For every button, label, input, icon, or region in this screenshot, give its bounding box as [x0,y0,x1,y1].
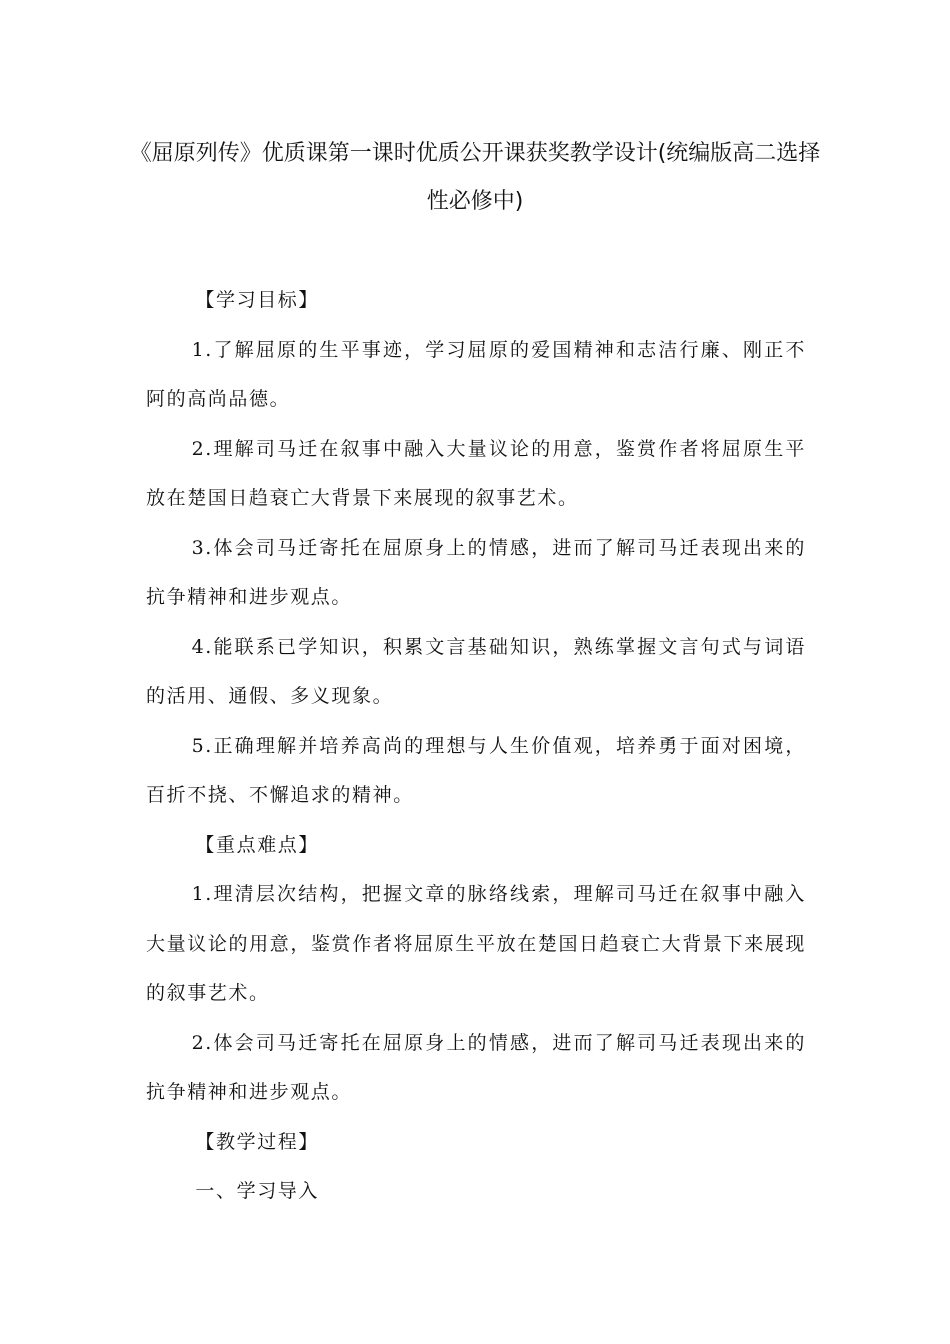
objective-item-5: 5.正确理解并培养高尚的理想与人生价值观，培养勇于面对困境，百折不挠、不懈追求的精神。 [146,734,806,806]
process-item-1: 一、学习导入 [195,1180,319,1202]
objective-item-1: 1.了解屈原的生平事迹，学习屈原的爱国精神和志洁行廉、刚正不阿的高尚品德。 [146,338,806,410]
key-point-item-2: 2.体会司马迁寄托在屈原身上的情感，进而了解司马迁表现出来的抗争精神和进步观点。 [146,1031,806,1103]
document-title: 《屈原列传》优质课第一课时优质公开课获奖教学设计(统编版高二选择性必修中) [129,141,821,214]
objective-item-2: 2.理解司马迁在叙事中融入大量议论的用意，鉴赏作者将屈原生平放在楚国日趋衰亡大背景下来展现的叙事艺术。 [146,437,806,509]
section-heading-objectives: 【学习目标】 [195,289,319,311]
document-body [146,276,806,1217]
section-heading-process: 【教学过程】 [195,1130,319,1153]
objective-item-3: 3.体会司马迁寄托在屈原身上的情感，进而了解司马迁表现出来的抗争精神和进步观点。 [146,536,806,608]
key-point-item-1: 1.理清层次结构，把握文章的脉络线索，理解司马迁在叙事中融入大量议论的用意，鉴赏作者将屈原生平放在楚国日趋衰亡大背景下来展现的叙事艺术。 [146,883,806,1004]
objective-item-4: 4.能联系已学知识，积累文言基础知识，熟练掌握文言句式与词语的活用、通假、多义现象。 [146,635,806,707]
section-heading-key-points: 【重点难点】 [195,833,319,856]
